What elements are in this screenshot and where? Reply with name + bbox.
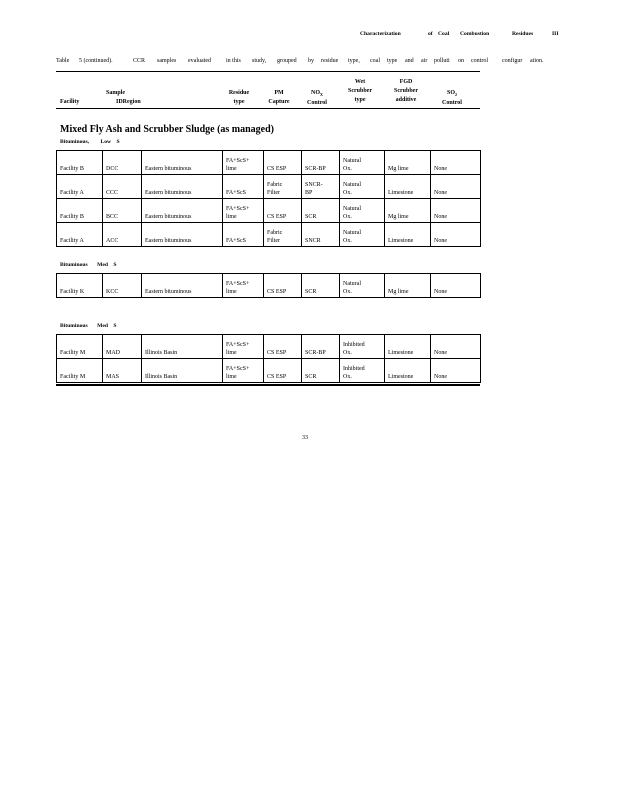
cell-line: Inhibited	[343, 341, 365, 348]
cell-text: Facility M	[60, 374, 86, 381]
cell-wet-scrubber	[340, 151, 385, 175]
cell-facility	[57, 223, 103, 247]
cell-pm-capture	[264, 151, 302, 175]
cell-line: SCR	[305, 374, 317, 381]
cell-line	[388, 181, 430, 190]
cell-sample-id	[103, 335, 142, 359]
cell-line: Inhibited	[343, 365, 365, 372]
cell-line	[434, 365, 480, 374]
cell-pm-capture	[264, 274, 302, 298]
cell-line	[388, 365, 430, 374]
cell-line: BP	[305, 190, 313, 197]
cell-text: Eastern bituminous	[145, 190, 192, 197]
cell-line	[434, 229, 480, 238]
cell-facility	[57, 274, 103, 298]
table-row	[57, 151, 481, 175]
cell-line	[267, 205, 301, 214]
cell-line: lime	[226, 374, 237, 381]
cell-line: SCR	[305, 289, 317, 296]
cell-line: FA+ScS+	[226, 341, 250, 348]
cell-region	[142, 175, 223, 199]
cell-line: Ox.	[343, 190, 352, 197]
caption-word: CCR	[133, 58, 146, 64]
cell-wet-scrubber	[340, 199, 385, 223]
cell-line: Filter	[267, 190, 280, 197]
cell-sample-id	[103, 359, 142, 383]
cell-line: Ox.	[343, 374, 352, 381]
cell-line: lime	[226, 350, 237, 357]
caption-word: study,	[252, 58, 267, 64]
cell-line	[388, 341, 430, 350]
cell-line	[305, 365, 339, 374]
cell-text: Facility A	[60, 190, 84, 197]
group-label: Bituminous Med S	[60, 262, 117, 268]
cell-line: FA+ScS+	[226, 280, 250, 287]
cell-facility	[57, 335, 103, 359]
cell-text: Illinois Basin	[145, 350, 178, 357]
cell-line	[226, 229, 263, 238]
data-table-group-2	[56, 273, 481, 298]
cell-line: Limestone	[388, 238, 414, 245]
caption-word: and	[405, 58, 414, 64]
data-table-group-3	[56, 334, 481, 383]
cell-facility	[57, 359, 103, 383]
table-caption	[56, 58, 556, 67]
col-header-so2-control: $SO_2$ Control	[442, 90, 462, 107]
caption-word: on	[458, 58, 464, 64]
cell-region	[142, 223, 223, 247]
cell-wet-scrubber	[340, 223, 385, 247]
cell-text: KCC	[106, 289, 119, 296]
cell-nox-control	[302, 335, 340, 359]
header-word: Characterization	[360, 31, 401, 37]
caption-word: configur	[502, 58, 523, 64]
caption-word: samples	[157, 58, 177, 64]
col-header-residue-type: Residue type	[228, 90, 250, 105]
cell-line: FA+ScS+	[226, 365, 250, 372]
cell-line: SCR-BP	[305, 166, 326, 173]
cell-text: Illinois Basin	[145, 374, 178, 381]
cell-text: BCC	[106, 214, 119, 221]
cell-text: MAS	[106, 374, 120, 381]
cell-so2-control	[431, 223, 481, 247]
header-word: Combustion	[460, 31, 490, 37]
caption-word: type,	[348, 58, 360, 64]
cell-line: CS ESP	[267, 374, 287, 381]
cell-line: Limestone	[388, 190, 414, 197]
cell-line: Natural	[343, 157, 361, 164]
cell-line	[434, 181, 480, 190]
cell-line	[434, 341, 480, 350]
cell-residue-type	[223, 199, 264, 223]
cell-wet-scrubber	[340, 335, 385, 359]
cell-line: Ox.	[343, 289, 352, 296]
cell-residue-type	[223, 223, 264, 247]
col-header-sample-id: Sample IDRegion	[106, 90, 141, 105]
cell-line: Fabric	[267, 229, 283, 236]
group-label: Bituminous, Low S	[60, 139, 120, 145]
cell-line	[226, 181, 263, 190]
col-header-facility: Facility	[60, 99, 80, 105]
cell-nox-control	[302, 199, 340, 223]
cell-line	[305, 341, 339, 350]
cell-line: CS ESP	[267, 214, 287, 221]
table-row	[57, 335, 481, 359]
cell-line: Natural	[343, 280, 361, 287]
cell-text: Eastern bituminous	[145, 238, 192, 245]
cell-line: CS ESP	[267, 166, 287, 173]
cell-line: None	[434, 350, 447, 357]
cell-text: Facility M	[60, 350, 86, 357]
cell-line	[434, 280, 480, 289]
cell-line	[388, 205, 430, 214]
cell-sample-id	[103, 199, 142, 223]
cell-line: Ox.	[343, 350, 352, 357]
cell-line: Natural	[343, 229, 361, 236]
header-word: III	[552, 31, 559, 37]
cell-text: Eastern bituminous	[145, 166, 192, 173]
data-table-group-1	[56, 150, 481, 247]
caption-word: polluti	[434, 58, 450, 64]
cell-text: Eastern bituminous	[145, 214, 192, 221]
cell-line: None	[434, 190, 447, 197]
cell-line: None	[434, 238, 447, 245]
cell-region	[142, 335, 223, 359]
cell-line: None	[434, 166, 447, 173]
cell-facility	[57, 151, 103, 175]
cell-text: ACC	[106, 238, 119, 245]
table-row	[57, 359, 481, 383]
header-word: Residues	[512, 31, 534, 37]
cell-line	[305, 157, 339, 166]
cell-line	[267, 157, 301, 166]
running-header	[360, 31, 560, 39]
cell-line: Ox.	[343, 214, 352, 221]
cell-line	[388, 157, 430, 166]
cell-line	[305, 205, 339, 214]
cell-line	[267, 365, 301, 374]
cell-fgd-additive	[385, 335, 431, 359]
caption-word: in this	[226, 58, 241, 64]
col-header-pm-capture: PM Capture	[268, 90, 290, 105]
cell-line	[388, 280, 430, 289]
col-header-wet-scrubber: Wet Scrubber type	[348, 79, 372, 103]
section-title: Mixed Fly Ash and Scrubber Sludge (as managed)	[60, 124, 275, 135]
cell-line: FA+ScS	[226, 238, 246, 245]
cell-line: None	[434, 374, 447, 381]
cell-line: Ox.	[343, 238, 352, 245]
cell-line: Filter	[267, 238, 280, 245]
table-top-rule	[56, 71, 480, 72]
cell-line	[388, 229, 430, 238]
cell-fgd-additive	[385, 223, 431, 247]
caption-word: by	[308, 58, 314, 64]
cell-facility	[57, 175, 103, 199]
cell-residue-type	[223, 151, 264, 175]
caption-word: control	[471, 58, 488, 64]
cell-fgd-additive	[385, 151, 431, 175]
cell-pm-capture	[264, 199, 302, 223]
cell-residue-type	[223, 359, 264, 383]
header-word: Coal	[438, 31, 450, 37]
cell-nox-control	[302, 223, 340, 247]
table-row	[57, 223, 481, 247]
cell-fgd-additive	[385, 175, 431, 199]
cell-fgd-additive	[385, 359, 431, 383]
cell-line	[305, 229, 339, 238]
cell-so2-control	[431, 199, 481, 223]
cell-pm-capture	[264, 223, 302, 247]
caption-word: ation.	[530, 58, 544, 64]
cell-sample-id	[103, 274, 142, 298]
cell-line: Mg lime	[388, 289, 409, 296]
cell-line: Ox.	[343, 166, 352, 173]
cell-nox-control	[302, 274, 340, 298]
cell-line	[434, 205, 480, 214]
caption-word: type	[387, 58, 398, 64]
cell-line: SNCR	[305, 238, 321, 245]
group-label: Bituminous Med S	[60, 323, 117, 329]
header-bottom-rule	[56, 108, 480, 109]
cell-fgd-additive	[385, 274, 431, 298]
cell-line: lime	[226, 214, 237, 221]
cell-line: FA+ScS+	[226, 205, 250, 212]
cell-line: SNCR-	[305, 181, 323, 188]
cell-line: Mg lime	[388, 166, 409, 173]
cell-fgd-additive	[385, 199, 431, 223]
caption-word: grouped	[277, 58, 297, 64]
cell-sample-id	[103, 175, 142, 199]
cell-text: Facility B	[60, 214, 84, 221]
table-row	[57, 199, 481, 223]
cell-text: Facility K	[60, 289, 85, 296]
cell-region	[142, 199, 223, 223]
cell-line: Limestone	[388, 350, 414, 357]
cell-nox-control	[302, 175, 340, 199]
cell-line: CS ESP	[267, 350, 287, 357]
table-row	[57, 175, 481, 199]
cell-line: Natural	[343, 181, 361, 188]
cell-sample-id	[103, 223, 142, 247]
caption-word: evaluated	[188, 58, 211, 64]
cell-pm-capture	[264, 335, 302, 359]
cell-line	[267, 341, 301, 350]
caption-word: air	[421, 58, 428, 64]
cell-nox-control	[302, 359, 340, 383]
col-header-nox-control: $NO_X$ Control	[307, 90, 327, 107]
cell-wet-scrubber	[340, 359, 385, 383]
cell-line: Fabric	[267, 181, 283, 188]
cell-line: SCR	[305, 214, 317, 221]
cell-line: CS ESP	[267, 289, 287, 296]
cell-wet-scrubber	[340, 274, 385, 298]
cell-line: lime	[226, 289, 237, 296]
cell-line: None	[434, 214, 447, 221]
cell-line: lime	[226, 166, 237, 173]
cell-pm-capture	[264, 175, 302, 199]
cell-region	[142, 359, 223, 383]
table-row	[57, 274, 481, 298]
cell-pm-capture	[264, 359, 302, 383]
cell-so2-control	[431, 175, 481, 199]
cell-line	[305, 280, 339, 289]
cell-facility	[57, 199, 103, 223]
cell-so2-control	[431, 335, 481, 359]
cell-nox-control	[302, 151, 340, 175]
cell-text: Facility B	[60, 166, 84, 173]
cell-text: Eastern bituminous	[145, 289, 192, 296]
cell-line: Natural	[343, 205, 361, 212]
col-header-fgd-additive: FGD Scrubber additive	[394, 79, 418, 103]
cell-region	[142, 274, 223, 298]
cell-line: None	[434, 289, 447, 296]
cell-text: CCC	[106, 190, 119, 197]
caption-word: coal	[370, 58, 380, 64]
page-number: 33	[302, 435, 308, 441]
cell-sample-id	[103, 151, 142, 175]
cell-region	[142, 151, 223, 175]
cell-line: FA+ScS	[226, 190, 246, 197]
cell-text: MAD	[106, 350, 121, 357]
cell-wet-scrubber	[340, 175, 385, 199]
cell-residue-type	[223, 335, 264, 359]
header-word: of	[428, 31, 433, 37]
table-bottom-rule	[56, 384, 480, 386]
cell-so2-control	[431, 359, 481, 383]
cell-so2-control	[431, 274, 481, 298]
cell-line: FA+ScS+	[226, 157, 250, 164]
cell-residue-type	[223, 274, 264, 298]
caption-word: 5 (continued).	[79, 58, 113, 64]
cell-line: SCR-BP	[305, 350, 326, 357]
caption-word: residue	[321, 58, 339, 64]
cell-text: Facility A	[60, 238, 84, 245]
cell-text: DCC	[106, 166, 119, 173]
cell-line: Limestone	[388, 374, 414, 381]
cell-line	[434, 157, 480, 166]
caption-word: Table	[56, 58, 70, 64]
cell-residue-type	[223, 175, 264, 199]
cell-line	[267, 280, 301, 289]
cell-so2-control	[431, 151, 481, 175]
cell-line: Mg lime	[388, 214, 409, 221]
